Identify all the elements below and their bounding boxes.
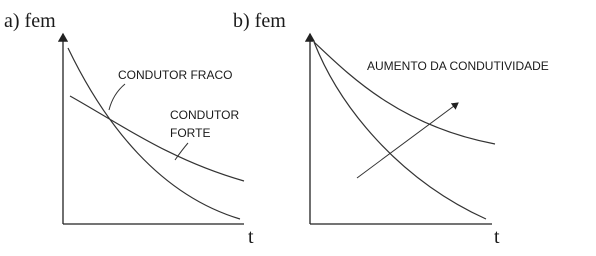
upper-conductivity-curve (314, 42, 495, 144)
panel-b-title: b) fem (233, 10, 286, 32)
panel-a (4, 10, 254, 248)
panel-b (233, 10, 549, 248)
conductivity-annotation: AUMENTO DA CONDUTIVIDADE (367, 59, 549, 73)
panel-a-x-label: t (248, 226, 254, 248)
strong-conductor-label-line1: CONDUTOR (170, 108, 240, 122)
panel-a-title: a) fem (4, 10, 56, 32)
weak-conductor-label: CONDUTOR FRACO (118, 68, 233, 82)
strong-conductor-label-line2: FORTE (170, 126, 211, 140)
weak-conductor-pointer (109, 84, 125, 110)
panel-b-x-label: t (494, 226, 500, 248)
